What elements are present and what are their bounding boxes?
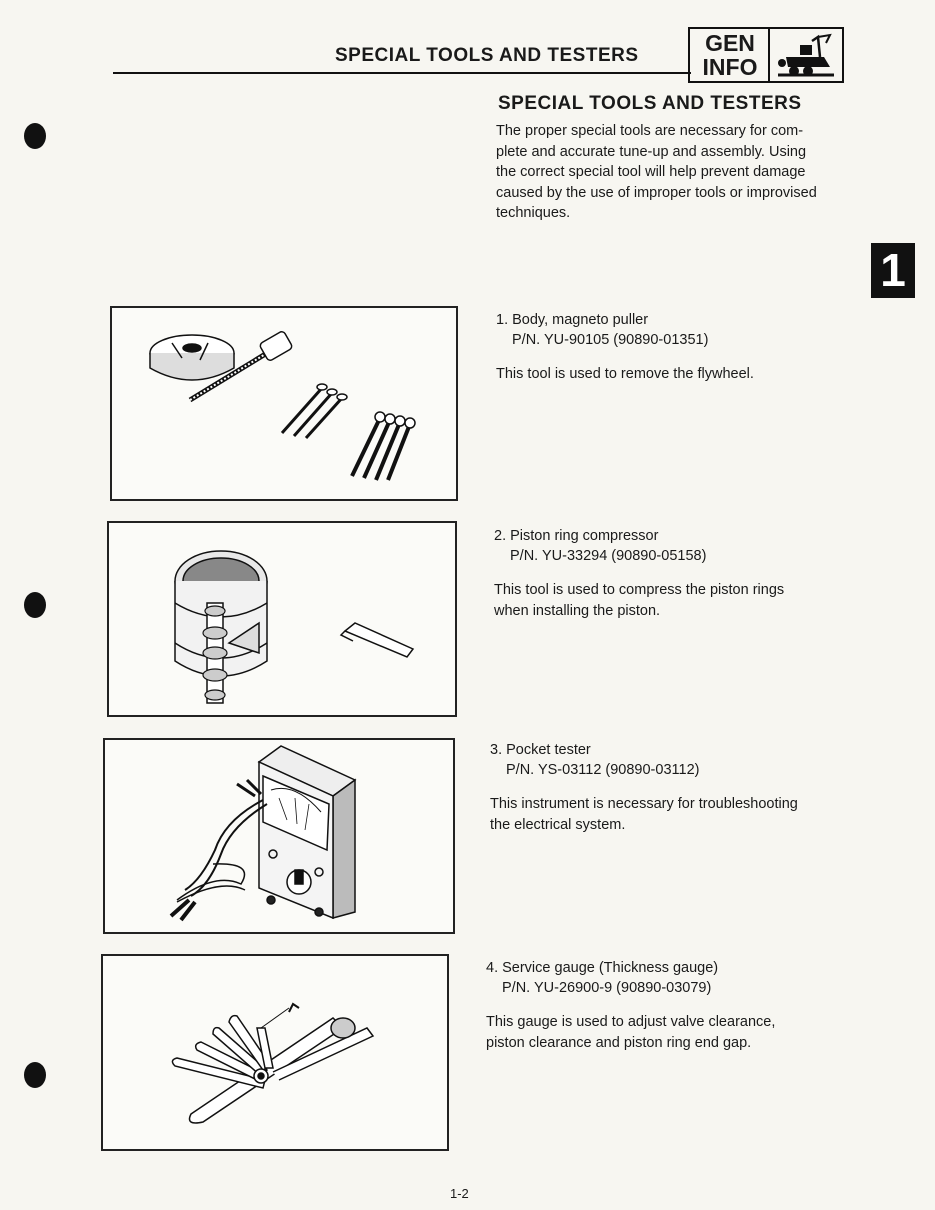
badge-line-info: INFO (702, 54, 758, 80)
intro-line: caused by the use of improper tools or improvised (496, 184, 817, 201)
binder-hole-bottom (24, 1062, 46, 1088)
piston-ring-compressor-illustration (107, 521, 457, 717)
binder-hole-middle (24, 592, 46, 618)
tool-entry (486, 958, 838, 1053)
magneto-puller-illustration (110, 306, 458, 501)
tool-name: 4. Service gauge (Thickness gauge) (486, 960, 719, 976)
tool-name: 3. Pocket tester (490, 742, 591, 758)
snowmobile-icon (774, 33, 838, 79)
running-header-title: SPECIAL TOOLS AND TESTERS (335, 45, 639, 66)
tool-description-line: This gauge is used to adjust valve clearance, (486, 1014, 776, 1030)
part-number: P/N. YS-03112 (90890-03112) (506, 762, 700, 778)
chapter-tab: 1 (871, 243, 915, 298)
tool-description-line: This instrument is necessary for troubleshooting (490, 796, 798, 812)
tool-entry (496, 310, 848, 385)
tool-name: 2. Piston ring compressor (494, 528, 659, 544)
header-rule (113, 72, 691, 74)
badge-line-gen: GEN (705, 30, 755, 56)
tool-description-line: when installing the piston. (494, 602, 661, 619)
part-number: P/N. YU-33294 (90890-05158) (510, 548, 707, 564)
pocket-tester-illustration (103, 738, 455, 934)
tool-description-line: This tool is used to compress the piston rings (494, 582, 785, 598)
intro-line: The proper special tools are necessary for com- (496, 123, 804, 139)
badge-divider (768, 29, 770, 81)
tool-entry (490, 740, 842, 835)
tool-name: 1. Body, magneto puller (496, 312, 649, 328)
tool-description (494, 580, 846, 621)
part-number: P/N. YU-26900-9 (90890-03079) (502, 980, 712, 996)
section-title: SPECIAL TOOLS AND TESTERS (498, 93, 802, 114)
tool-description-line: piston clearance and piston ring end gap. (486, 1034, 752, 1051)
tool-description (490, 794, 842, 835)
page-number: 1-2 (450, 1186, 469, 1201)
thickness-gauge-illustration (101, 954, 449, 1151)
intro-line: plete and accurate tune-up and assembly. Using (496, 143, 807, 160)
tool-description-line: This tool is used to remove the flywheel. (496, 366, 754, 382)
binder-hole-top (24, 123, 46, 149)
tool-description (496, 364, 848, 385)
tool-description (486, 1012, 838, 1053)
tool-entry (494, 526, 846, 621)
gen-info-badge (688, 27, 844, 83)
intro-paragraph (496, 121, 848, 224)
intro-line: the correct special tool will help prevent damage (496, 164, 806, 180)
part-number: P/N. YU-90105 (90890-01351) (512, 332, 709, 348)
tool-description-line: the electrical system. (490, 816, 626, 833)
intro-line: techniques. (496, 205, 571, 221)
